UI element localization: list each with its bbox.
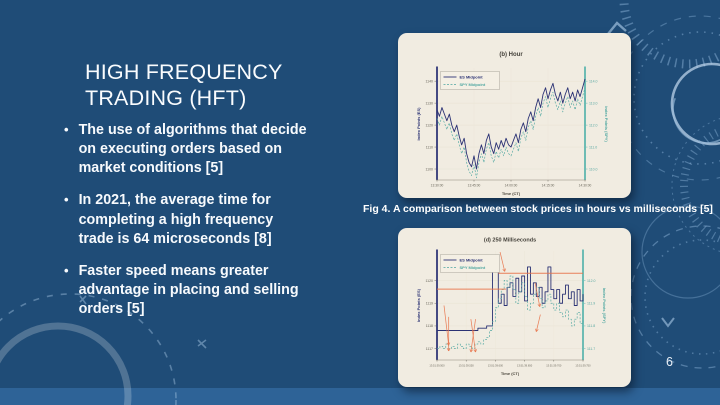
bullet-marker: • [64, 192, 69, 208]
svg-text:1100: 1100 [425, 167, 433, 172]
svg-text:Index Points (SPY): Index Points (SPY) [604, 106, 609, 142]
svg-text:111.9: 111.9 [587, 301, 596, 306]
svg-text:110.0: 110.0 [589, 167, 598, 172]
svg-text:1120: 1120 [425, 278, 433, 283]
bullet-item [64, 191, 316, 248]
bottom-accent-bar [0, 388, 720, 405]
chart-card-milliseconds [398, 228, 631, 387]
svg-text:1110: 1110 [425, 145, 433, 150]
svg-text:1117: 1117 [425, 346, 433, 351]
svg-text:13:51:39.550: 13:51:39.550 [458, 364, 474, 368]
svg-text:ES Midpoint: ES Midpoint [459, 74, 483, 80]
svg-text:Time (CT): Time (CT) [500, 371, 520, 376]
milliseconds-chart [398, 228, 631, 387]
svg-text:111.7: 111.7 [587, 346, 596, 351]
svg-text:111.0: 111.0 [589, 145, 598, 150]
bullet-item [64, 121, 316, 178]
svg-text:1120: 1120 [425, 123, 433, 128]
svg-text:(d) 250 Milliseconds: (d) 250 Milliseconds [483, 237, 537, 244]
svg-text:(b) Hour: (b) Hour [499, 52, 523, 58]
svg-text:114.0: 114.0 [589, 79, 598, 84]
svg-text:13:51:39.750: 13:51:39.750 [575, 364, 591, 368]
svg-text:13:51:39.600: 13:51:39.600 [487, 364, 503, 368]
svg-text:1130: 1130 [425, 101, 433, 106]
svg-text:13:51:39.650: 13:51:39.650 [517, 364, 533, 368]
hour-chart [398, 33, 631, 198]
bullet-marker: • [64, 122, 69, 137]
bullet-text: Faster speed means greater advantage in placing and selling orders [5] [78, 262, 299, 318]
page-number: 6 [666, 355, 673, 369]
svg-text:1119: 1119 [425, 301, 433, 306]
svg-text:14:00:00: 14:00:00 [504, 183, 518, 188]
svg-text:112.0: 112.0 [587, 278, 596, 283]
svg-text:14:30:00: 14:30:00 [578, 183, 592, 188]
bullet-marker: • [64, 262, 69, 278]
svg-text:111.8: 111.8 [587, 324, 596, 329]
slide-title-line-1: HIGH FREQUENCY [85, 60, 283, 84]
svg-text:13:51:39.700: 13:51:39.700 [546, 364, 562, 368]
svg-text:113.0: 113.0 [589, 101, 598, 106]
svg-text:13:51:39.500: 13:51:39.500 [429, 364, 445, 368]
figure-caption: Fig 4. A comparison between stock prices in hours vs milliseconds [5] [363, 203, 713, 215]
svg-text:SPY Midpoint: SPY Midpoint [459, 81, 486, 87]
svg-text:13:45:00: 13:45:00 [467, 183, 481, 188]
svg-text:112.0: 112.0 [589, 123, 598, 128]
chevron-down-icon [662, 318, 674, 326]
svg-text:Index Points (ES): Index Points (ES) [416, 107, 421, 141]
svg-text:1118: 1118 [425, 324, 433, 329]
svg-text:13:30:00: 13:30:00 [430, 183, 444, 188]
svg-text:Index Points (SPY): Index Points (SPY) [602, 287, 607, 324]
svg-text:Index Points (ES): Index Points (ES) [416, 289, 421, 322]
svg-text:1140: 1140 [425, 79, 433, 84]
bullet-text: The use of algorithms that decide on executing orders based on market conditions [5] [78, 122, 307, 177]
bullet-text: In 2021, the average time for completing a high frequency trade is 64 microseconds [8] [78, 192, 274, 247]
chart-card-hour [398, 33, 631, 198]
svg-text:Time (CT): Time (CT) [501, 191, 521, 196]
bullet-item [64, 262, 316, 319]
svg-text:14:15:00: 14:15:00 [541, 183, 555, 188]
dial-ring-icon [624, 0, 720, 64]
svg-text:SPY Midpoint: SPY Midpoint [459, 264, 486, 270]
slide-title [85, 59, 355, 111]
slide-title-line-2: TRADING (HFT) [85, 86, 247, 111]
svg-text:ES Midpoint: ES Midpoint [459, 257, 483, 263]
swirl-circle-icon [659, 51, 720, 157]
bullet-list [64, 121, 316, 332]
